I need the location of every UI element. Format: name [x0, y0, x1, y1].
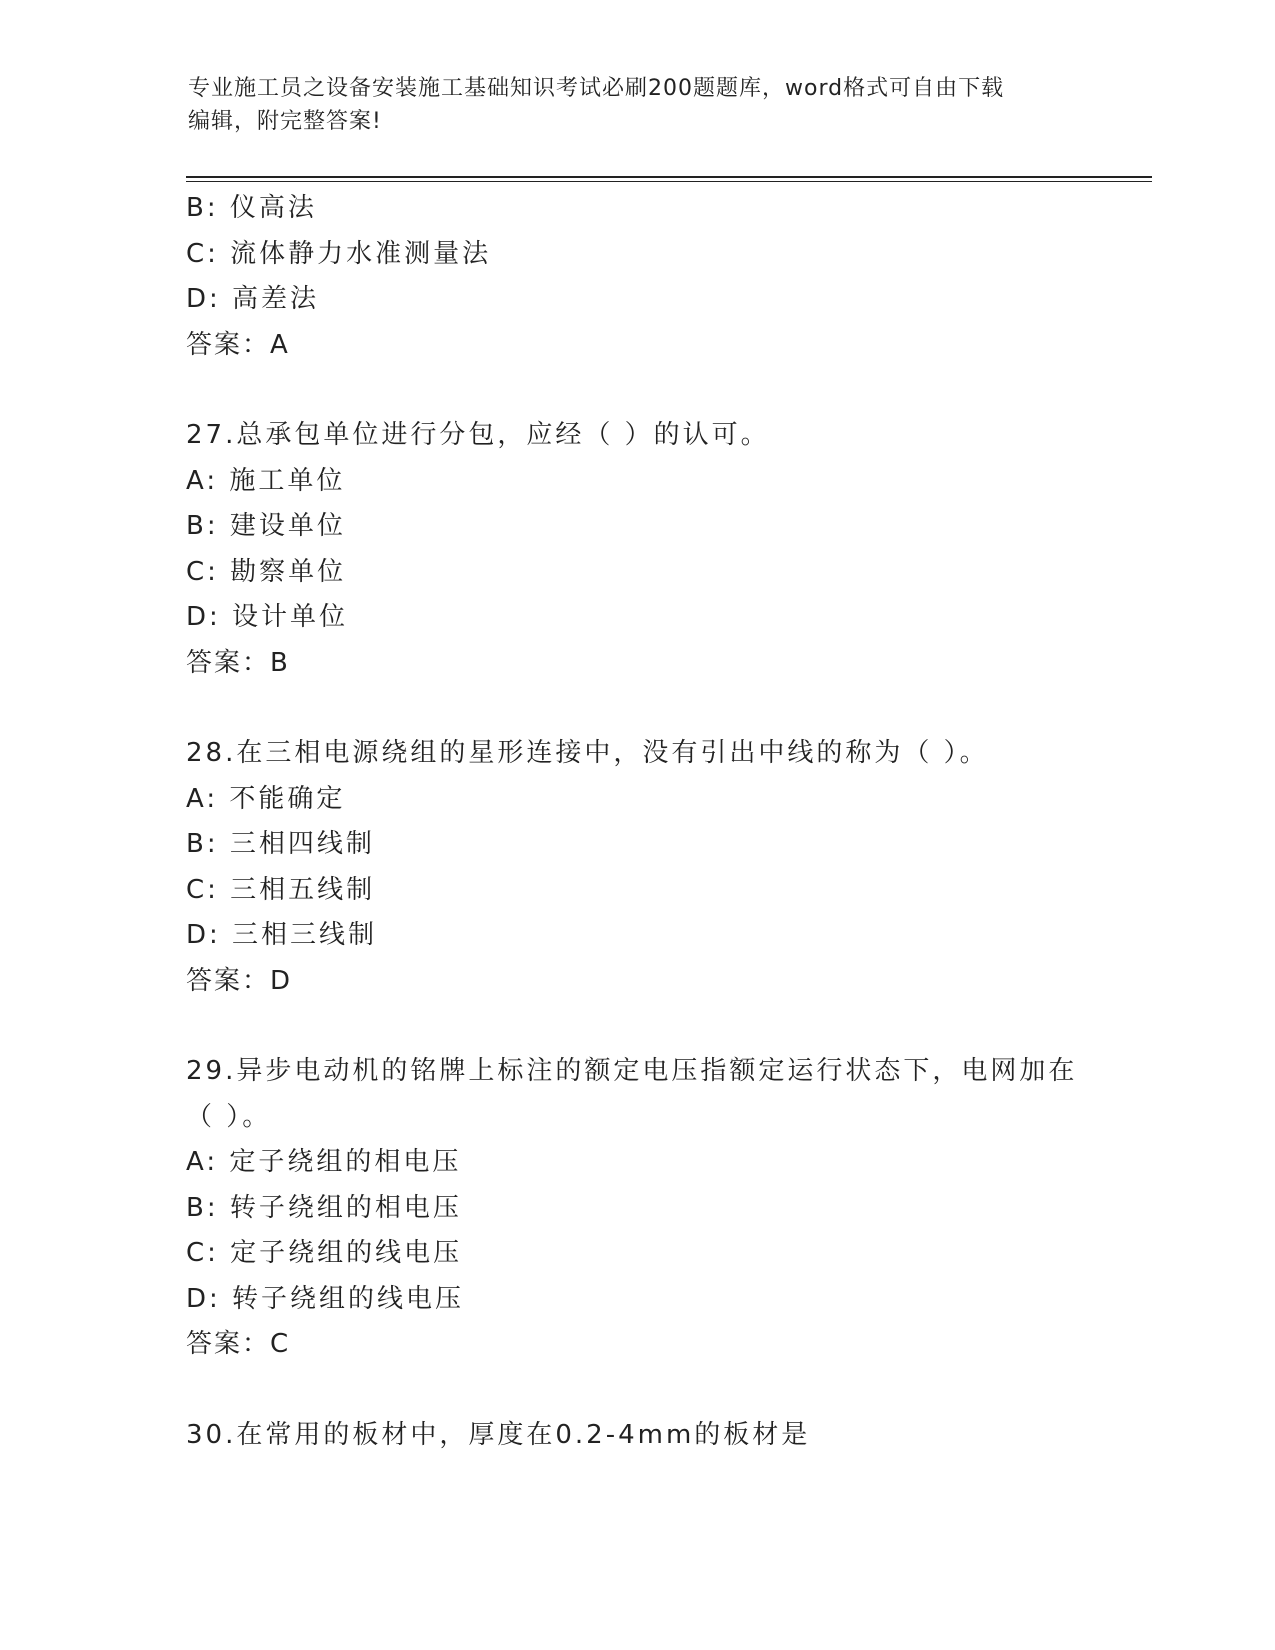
option-d: D: 高差法 — [186, 284, 320, 314]
option-b: B: 三相四线制 — [186, 829, 375, 859]
option-a: A: 定子绕组的相电压 — [186, 1147, 462, 1177]
option-a: A: 不能确定 — [186, 783, 346, 814]
question-28 — [186, 731, 1086, 1004]
question-29 — [186, 1049, 1086, 1368]
header-divider-thin — [186, 181, 1152, 182]
option-c: C: 勘察单位 — [186, 556, 347, 587]
header-divider-thick — [186, 176, 1152, 178]
question-text: 27.总承包单位进行分包，应经（ ）的认可。 — [186, 420, 770, 450]
question-list — [186, 186, 1086, 1458]
answer: 答案：A — [186, 329, 290, 360]
option-c: C: 三相五线制 — [186, 874, 376, 905]
option-b: B: 仪高法 — [186, 193, 317, 223]
header-line-1: 专业施工员之设备安装施工基础知识考试必刷200题题库，word格式可自由下载 — [188, 76, 1005, 101]
answer: 答案：C — [186, 1329, 291, 1359]
header-line-2: 编辑，附完整答案! — [188, 109, 382, 134]
question-text-line-2: （ ）。 — [186, 1101, 272, 1132]
option-d: D: 设计单位 — [186, 602, 349, 632]
question-30 — [186, 1413, 1086, 1459]
option-d: D: 转子绕组的线电压 — [186, 1283, 465, 1314]
option-b: B: 转子绕组的相电压 — [186, 1192, 462, 1223]
document-header — [188, 72, 1068, 138]
answer: 答案：D — [186, 965, 293, 996]
question-27 — [186, 413, 1086, 686]
question-text: 30.在常用的板材中，厚度在0.2-4mm的板材是 — [186, 1419, 811, 1450]
option-d: D: 三相三线制 — [186, 920, 378, 950]
question-26-tail — [186, 186, 1086, 368]
option-c: C: 定子绕组的线电压 — [186, 1238, 463, 1268]
question-text: 28.在三相电源绕组的星形连接中，没有引出中线的称为（ ）。 — [186, 738, 989, 768]
option-b: B: 建设单位 — [186, 511, 346, 541]
option-a: A: 施工单位 — [186, 465, 346, 496]
answer: 答案：B — [186, 647, 290, 678]
option-c: C: 流体静力水准测量法 — [186, 238, 492, 269]
question-text-line-1: 29.异步电动机的铭牌上标注的额定电压指额定运行状态下，电网加在 — [186, 1056, 1078, 1086]
